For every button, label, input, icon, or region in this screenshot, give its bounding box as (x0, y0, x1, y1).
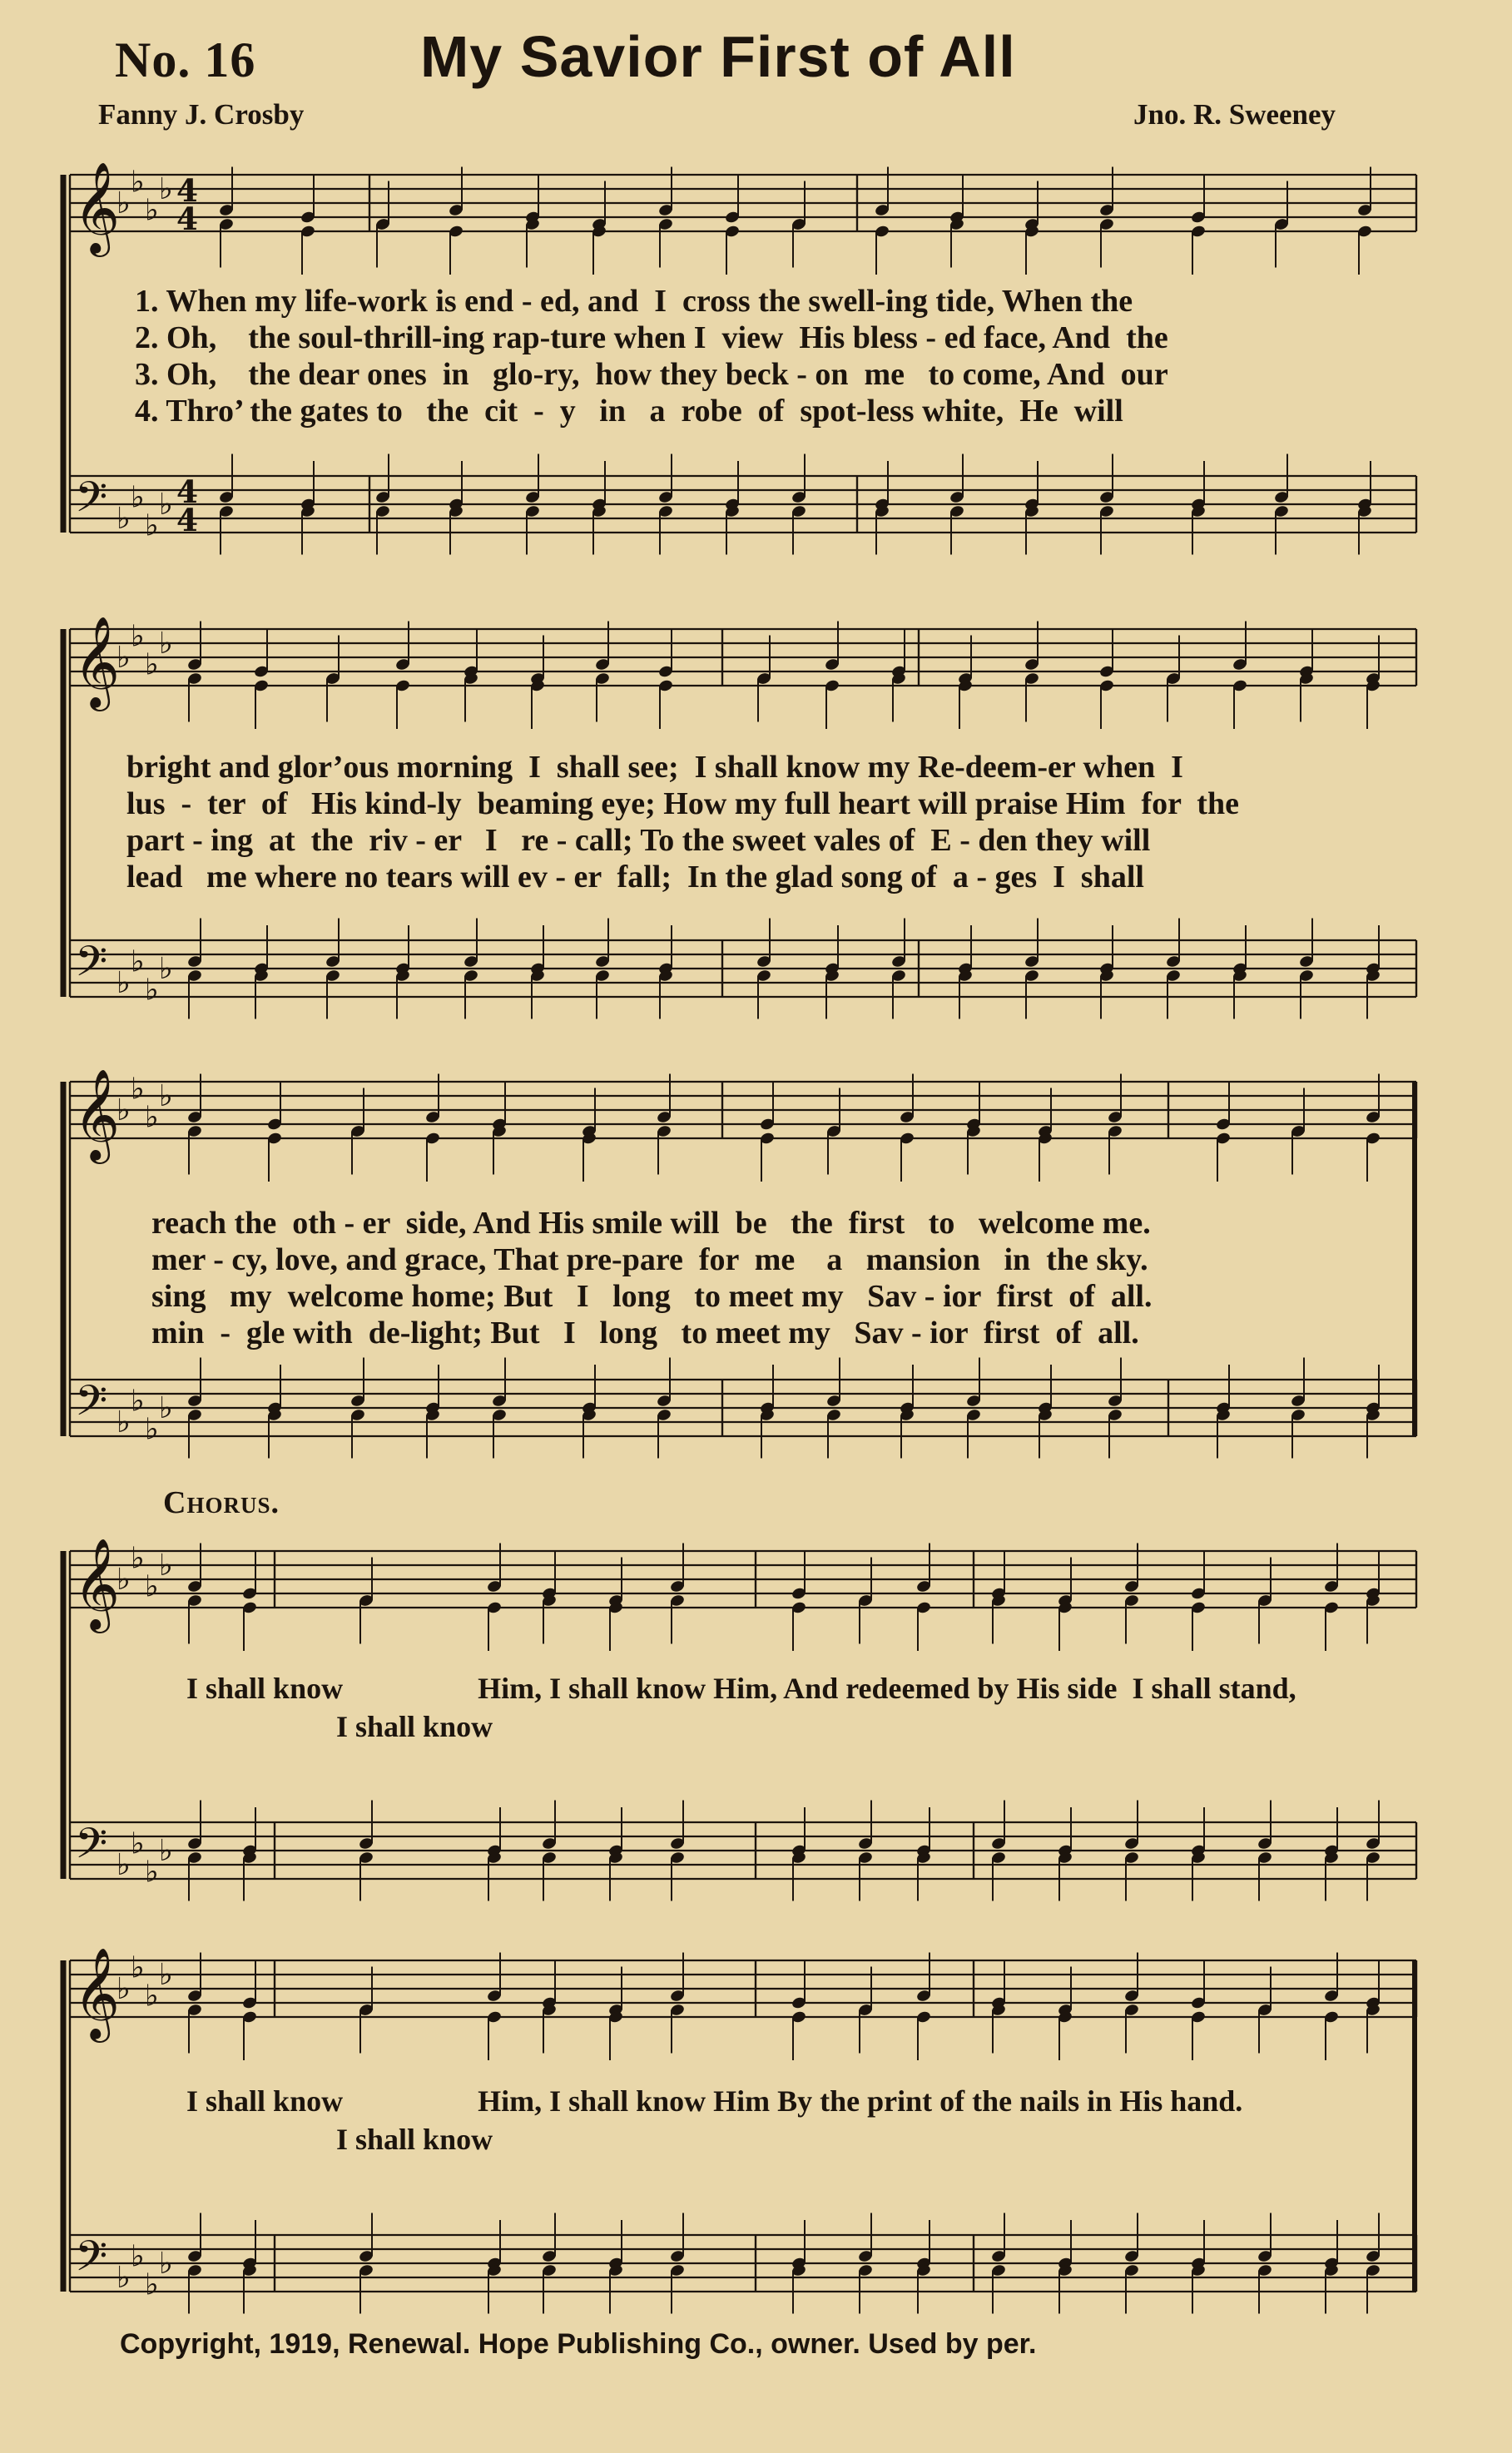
flat-sign: ♭ (131, 1541, 145, 1576)
verse-2-line-1: 2. Oh, the soul-thrill-ing rap-ture when I view His bless - ed face, And the (135, 320, 1168, 355)
flat-sign: ♭ (145, 647, 159, 682)
verse-2-line-2: lus - ter of His kind-ly beaming eye; How my full heart will praise Him for the (126, 786, 1239, 821)
flat-sign: ♭ (145, 193, 159, 228)
verse-1-line-1: 1. When my life-work is end - ed, and I cross the swell-ing tide, When the (135, 284, 1133, 319)
chorus-label: Chorus. (163, 1485, 280, 1520)
flat-sign: ♭ (116, 1405, 131, 1440)
flat-sign: ♭ (116, 1093, 131, 1127)
bass-clef: 𝄢 (75, 1819, 108, 1879)
chorus-echo-1: I shall know (336, 1710, 493, 1743)
time-signature-top: 4 (176, 473, 199, 510)
treble-clef: 𝄞 (73, 161, 121, 254)
time-signature-top: 4 (176, 172, 199, 209)
bass-clef: 𝄢 (75, 937, 108, 997)
verse-1-line-2: bright and glor’ous morning I shall see; I shall know my Re-deem-er when I (126, 750, 1183, 785)
flat-sign: ♭ (145, 2267, 159, 2302)
bass-clef: 𝄢 (75, 2232, 108, 2292)
flat-sign: ♭ (116, 2261, 131, 2295)
verse-4-line-3: min - gle with de-light; But I long to meet my Sav - ior first of all. (151, 1316, 1139, 1350)
verse-4-line-2: lead me where no tears will ev - er fall; In the glad song of a - ges I shall (126, 860, 1144, 894)
time-signature-bottom: 4 (176, 201, 199, 237)
flat-sign: ♭ (159, 627, 173, 661)
flat-sign: ♭ (131, 1950, 145, 1985)
flat-sign: ♭ (116, 966, 131, 1000)
flat-sign: ♭ (131, 480, 145, 515)
flat-sign: ♭ (145, 1855, 159, 1890)
verse-1-line-3: reach the oth - er side, And His smile will be the first to welcome me. (151, 1206, 1151, 1241)
flat-sign: ♭ (131, 1826, 145, 1861)
time-signature-bottom: 4 (176, 502, 199, 538)
flat-sign: ♭ (116, 502, 131, 536)
bass-clef: 𝄢 (75, 1376, 108, 1436)
treble-clef: 𝄞 (73, 1947, 121, 2039)
flat-sign: ♭ (116, 186, 131, 221)
chorus-line-1: I shall know Him, I shall know Him, And redeemed by His side I shall stand, (186, 1672, 1296, 1705)
verse-4-line-1: 4. Thro’ the gates to the cit - y in a robe of spot-less white, He will (135, 394, 1123, 429)
lyricist-credit: Fanny J. Crosby (98, 98, 305, 131)
flat-sign: ♭ (145, 508, 159, 543)
flat-sign: ♭ (145, 1412, 159, 1447)
flat-sign: ♭ (131, 2239, 145, 2274)
flat-sign: ♭ (116, 1563, 131, 1597)
flat-sign: ♭ (131, 1384, 145, 1419)
verse-3-line-1: 3. Oh, the dear ones in glo-ry, how they beck - on me to come, And our (135, 357, 1168, 392)
flat-sign: ♭ (145, 1979, 159, 2014)
flat-sign: ♭ (159, 1549, 173, 1583)
chorus-echo-2: I shall know (336, 2123, 493, 2156)
flat-sign: ♭ (131, 1072, 145, 1107)
verse-3-line-3: sing my welcome home; But I long to meet my Sav - ior first of all. (151, 1279, 1153, 1314)
flat-sign: ♭ (116, 641, 131, 675)
flat-sign: ♭ (145, 973, 159, 1008)
flat-sign: ♭ (159, 172, 173, 206)
composer-credit: Jno. R. Sweeney (1133, 98, 1336, 131)
verse-2-line-3: mer - cy, love, and grace, That pre-pare for me a mansion in the sky. (151, 1242, 1148, 1277)
flat-sign: ♭ (145, 1100, 159, 1135)
flat-sign: ♭ (159, 1958, 173, 1992)
treble-clef: 𝄞 (73, 616, 121, 708)
flat-sign: ♭ (131, 619, 145, 654)
treble-clef: 𝄞 (73, 1068, 121, 1161)
flat-sign: ♭ (159, 2247, 173, 2281)
hymn-number: No. 16 (115, 32, 256, 87)
flat-sign: ♭ (131, 165, 145, 200)
copyright-notice: Copyright, 1919, Renewal. Hope Publishing Co., owner. Used by per. (120, 2328, 1037, 2360)
treble-clef: 𝄞 (73, 1538, 121, 1630)
flat-sign: ♭ (116, 1848, 131, 1882)
flat-sign: ♭ (145, 1569, 159, 1604)
flat-sign: ♭ (131, 944, 145, 979)
flat-sign: ♭ (159, 1834, 173, 1868)
bass-clef: 𝄢 (75, 473, 108, 533)
chorus-line-2: I shall know Him, I shall know Him By the print of the nails in His hand. (186, 2084, 1243, 2118)
flat-sign: ♭ (159, 1391, 173, 1425)
hymn-title: My Savior First of All (420, 24, 1016, 89)
flat-sign: ♭ (159, 952, 173, 986)
flat-sign: ♭ (159, 1079, 173, 1113)
verse-3-line-2: part - ing at the riv - er I re - call; To the sweet vales of E - den they will (126, 823, 1151, 858)
flat-sign: ♭ (159, 488, 173, 522)
flat-sign: ♭ (116, 1972, 131, 2006)
